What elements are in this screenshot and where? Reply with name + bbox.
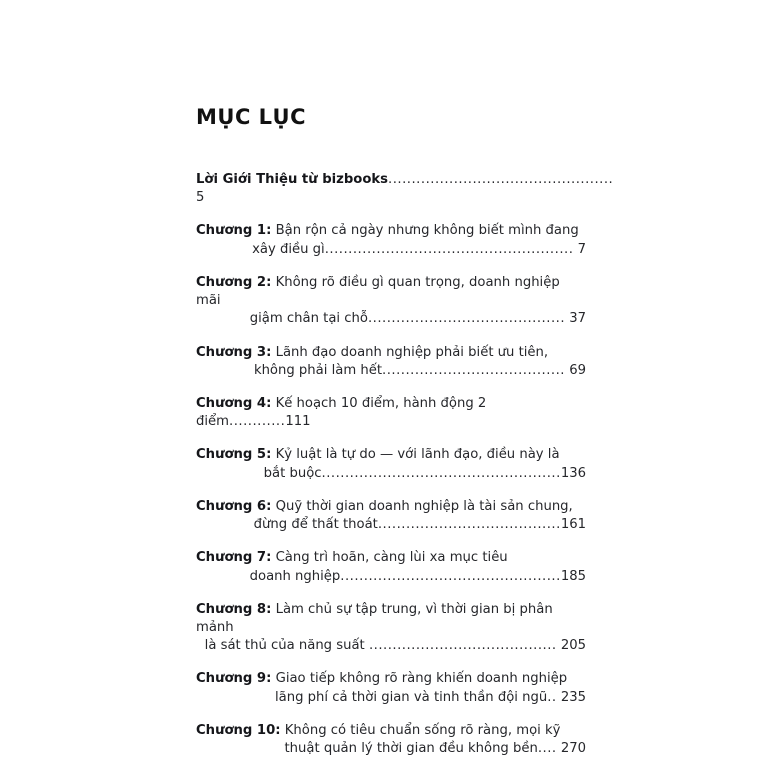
toc-page-number: 69 <box>569 362 586 378</box>
toc-entry-title-cont: doanh nghiệp <box>249 568 341 584</box>
toc-entry-label: Chương 1: <box>196 223 272 239</box>
page-title: MỤC LỤC <box>196 105 307 129</box>
toc-entry-label: Chương 6: <box>196 498 272 514</box>
toc-entry-label: Chương 5: <box>196 447 272 463</box>
toc-page-number: 235 <box>560 689 586 705</box>
toc-entry-chapter-6[interactable] <box>196 498 586 534</box>
toc-page-number: 5 <box>196 190 205 206</box>
toc-entry-label: Chương 2: <box>196 274 272 290</box>
toc-entry-chapter-10[interactable] <box>196 722 586 758</box>
toc-entry-chapter-1[interactable] <box>196 222 586 258</box>
toc-entry-title: Giao tiếp không rõ ràng khiến doanh nghiệp <box>275 671 568 687</box>
toc-entry-title: Làm chủ sự tập trung, vì thời gian bị phân mảnh <box>196 601 553 635</box>
toc-page-number: 205 <box>560 638 586 654</box>
toc-entry-title-cont: là sát thủ của năng suất <box>204 638 365 654</box>
toc-leader-dots: .... <box>537 741 557 757</box>
toc-page-number: 161 <box>560 517 586 533</box>
toc-entry-label: Chương 9: <box>196 671 272 687</box>
toc-entry-label: Chương 8: <box>196 601 272 617</box>
toc-entry-chapter-2[interactable] <box>196 274 586 329</box>
toc-leader-dots: ....................................... <box>382 362 566 378</box>
toc-entry-chapter-4[interactable] <box>196 395 586 431</box>
toc-entry-title-cont: giậm chân tại chỗ <box>249 311 368 327</box>
toc-entry-intro[interactable] <box>196 171 614 207</box>
toc-entry-chapter-8[interactable] <box>196 601 586 656</box>
toc-entry-title-cont: lãng phí cả thời gian và tinh thần đội ngũ <box>274 689 548 705</box>
toc-page-number: 7 <box>577 241 586 257</box>
toc-entry-title-cont: thuật quản lý thời gian đều không bền <box>284 741 538 757</box>
toc-leader-dots: ............ <box>229 414 286 430</box>
toc-leader-dots: ........................................ <box>368 638 557 654</box>
toc-entry-chapter-3[interactable] <box>196 344 586 380</box>
toc-entry-label: Chương 3: <box>196 344 272 360</box>
toc-entry-title: Không có tiêu chuẩn sống rõ ràng, mọi kỹ <box>284 722 561 738</box>
toc-page-number: 185 <box>560 568 586 584</box>
toc-entry-title: Càng trì hoãn, càng lùi xa mục tiêu <box>275 550 508 566</box>
toc-entry-title-cont: không phải làm hết <box>253 362 383 378</box>
toc-entry-label: Chương 10: <box>196 722 281 738</box>
toc-entry-title: Lãnh đạo doanh nghiệp phải biết ưu tiên, <box>275 344 549 360</box>
toc-leader-dots: ................................................... <box>321 465 561 481</box>
toc-entry-title: Không rõ điều gì quan trọng, doanh nghiệp mãi <box>196 274 560 309</box>
toc-entry-title: Kế hoạch 10 điểm, hành động 2 điểm <box>196 395 487 430</box>
toc-page-number: 136 <box>560 465 586 481</box>
toc-entry-title-cont: xây điều gì <box>252 241 325 257</box>
toc-entry-chapter-5[interactable] <box>196 446 586 482</box>
toc-entry-title: Quỹ thời gian doanh nghiệp là tài sản chung, <box>275 498 573 514</box>
toc-entry-label: Chương 7: <box>196 550 272 566</box>
toc-leader-dots: ....................................... <box>377 517 561 533</box>
toc-leader-dots: .. <box>547 689 557 705</box>
toc-leader-dots: ............................................... <box>340 568 561 584</box>
toc-leader-dots: .......................................... <box>367 311 566 327</box>
toc-leader-dots: ................................................ <box>388 172 614 187</box>
table-of-contents <box>196 105 614 773</box>
toc-entry-title-cont: đừng để thất thoát <box>253 517 378 533</box>
toc-leader-dots: ..................................................... <box>324 241 574 257</box>
toc-entry-title: Bận rộn cả ngày nhưng không biết mình đang <box>275 223 579 239</box>
toc-entry-chapter-7[interactable] <box>196 549 586 585</box>
toc-entry-list <box>196 171 614 758</box>
toc-entry-chapter-9[interactable] <box>196 670 586 706</box>
toc-page-number: 111 <box>285 414 311 430</box>
toc-entry-label: Lời Giới Thiệu từ bizbooks <box>196 172 389 187</box>
toc-page-number: 37 <box>569 311 586 327</box>
toc-entry-title-cont: bắt buộc <box>263 465 322 481</box>
toc-entry-label: Chương 4: <box>196 395 272 411</box>
toc-entry-title: Kỷ luật là tự do — với lãnh đạo, điều này là <box>275 447 560 463</box>
toc-page-number: 270 <box>560 741 586 757</box>
